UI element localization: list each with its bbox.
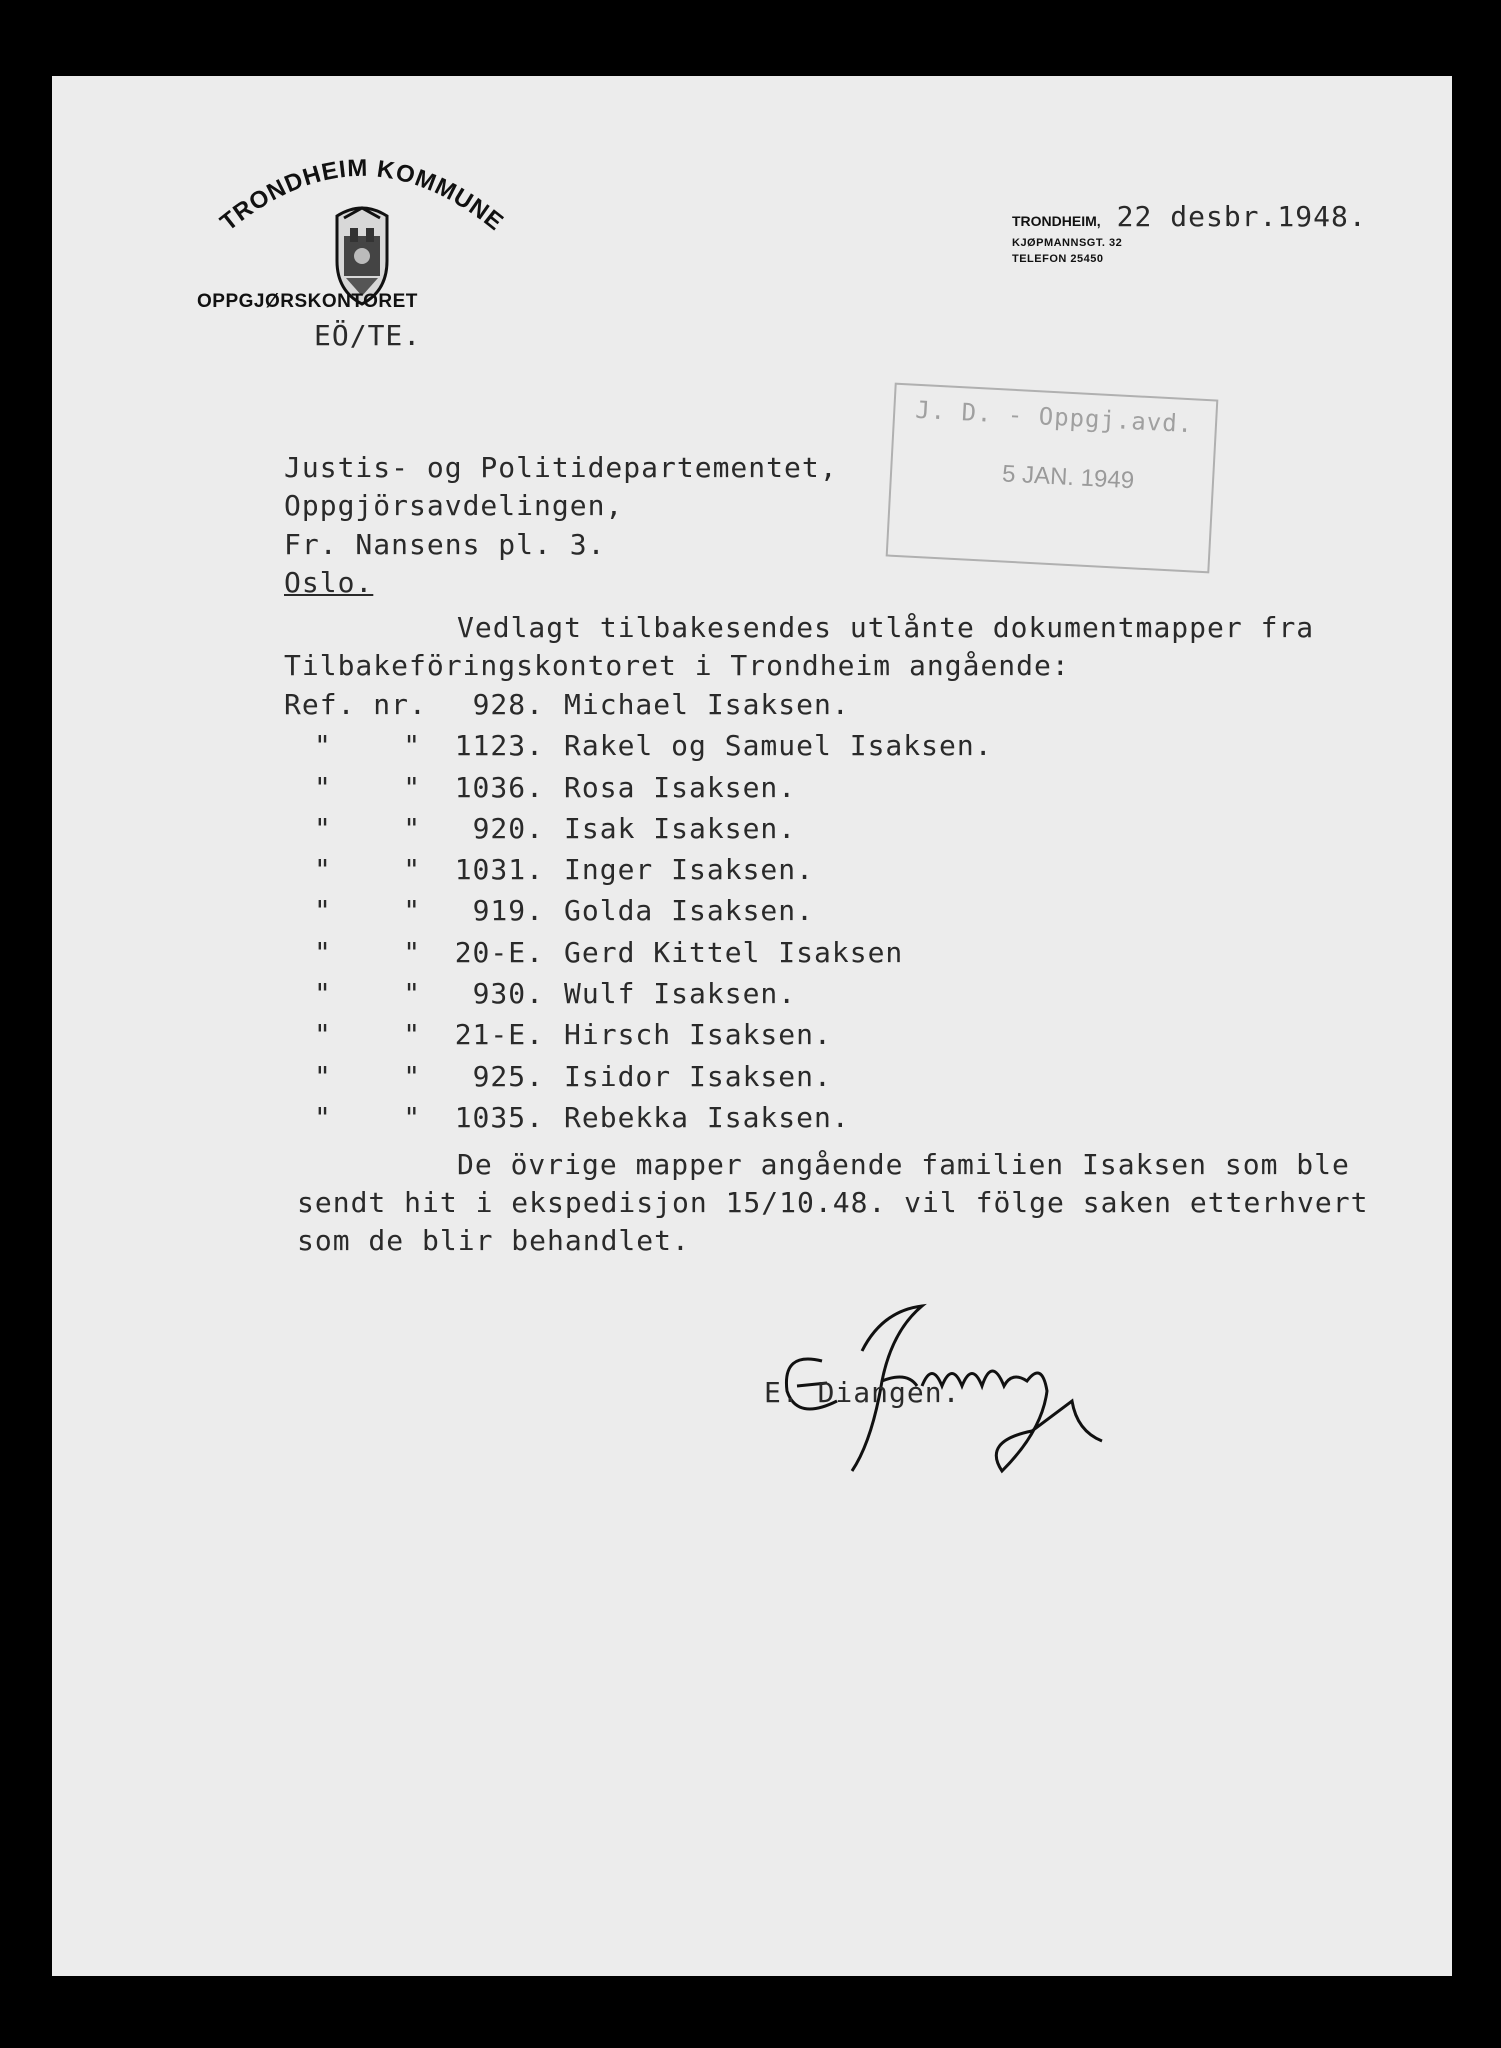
ref-number: 1031. <box>454 853 544 887</box>
ref-name: Rakel og Samuel Isaksen. <box>564 729 993 763</box>
ref-prefix: " " <box>314 770 422 804</box>
reference-row <box>284 1060 993 1101</box>
ref-number: 919. <box>472 894 544 928</box>
reference-list <box>284 688 993 1142</box>
closing-line-3: som de blir behandlet. <box>297 1224 690 1257</box>
ref-number: 1036. <box>454 770 544 804</box>
recipient-line-3: Fr. Nansens pl. 3. <box>284 528 606 561</box>
coat-of-arms-icon <box>337 208 387 304</box>
sender-phone: TELEFON 25450 <box>1012 253 1104 265</box>
reference-row <box>284 1101 993 1142</box>
reference-row <box>284 936 993 977</box>
ref-name: Isidor Isaksen. <box>564 1059 832 1093</box>
ref-name: Wulf Isaksen. <box>564 977 797 1011</box>
ref-prefix: " " <box>314 729 422 763</box>
ref-name: Rebekka Isaksen. <box>564 1100 850 1134</box>
ref-prefix: " " <box>314 811 422 845</box>
ref-name: Gerd Kittel Isaksen <box>564 935 904 969</box>
reference-row <box>284 812 993 853</box>
ref-number: 1123. <box>454 729 544 763</box>
received-stamp <box>886 383 1219 574</box>
city-label: TRONDHEIM, <box>1012 213 1101 229</box>
stamp-office: J. D. - Oppgj.avd. <box>914 395 1194 439</box>
ref-number: 920. <box>472 811 544 845</box>
reference-row <box>284 853 993 894</box>
reference-row <box>284 771 993 812</box>
reference-row <box>284 1018 993 1059</box>
recipient-line-1: Justis- og Politidepartementet, <box>284 451 838 484</box>
ref-name: Rosa Isaksen. <box>564 770 797 804</box>
reference-row <box>284 977 993 1018</box>
reference-row <box>284 729 993 770</box>
ref-name: Inger Isaksen. <box>564 853 815 887</box>
ref-name: Hirsch Isaksen. <box>564 1018 832 1052</box>
reference-row <box>284 688 993 729</box>
reference-row <box>284 894 993 935</box>
letter-page <box>52 76 1452 1976</box>
letterhead-logo <box>172 116 552 316</box>
recipient-line-4: Oslo. <box>284 566 374 599</box>
ref-prefix: " " <box>314 853 422 887</box>
ref-prefix: " " <box>314 977 422 1011</box>
ref-prefix: " " <box>314 1059 422 1093</box>
sender-block <box>1012 200 1367 265</box>
body-intro-2: Tilbakeföringskontoret i Trondheim angående: <box>284 649 1070 682</box>
typed-signature-name: E. Diangen. <box>764 1376 961 1409</box>
closing-line-1: De övrige mapper angående familien Isaksen som ble <box>457 1148 1350 1181</box>
ref-prefix: " " <box>314 1100 422 1134</box>
ref-name: Michael Isaksen. <box>564 688 850 721</box>
ref-number: 1035. <box>454 1100 544 1134</box>
sender-address: KJØPMANNSGT. 32 <box>1012 237 1123 249</box>
letter-date: 22 desbr.1948. <box>1116 200 1367 233</box>
ref-prefix: Ref. nr. <box>284 688 427 721</box>
recipient-line-2: Oppgjörsavdelingen, <box>284 489 624 522</box>
ref-number: 928. <box>472 688 544 721</box>
ref-number: 925. <box>472 1059 544 1093</box>
ref-prefix: " " <box>314 1018 422 1052</box>
ref-name: Isak Isaksen. <box>564 811 797 845</box>
municipality-name: TRONDHEIM KOMMUNE <box>215 154 509 237</box>
stamp-date: 5 JAN. 1949 <box>1001 460 1135 495</box>
ref-prefix: " " <box>314 935 422 969</box>
reference-initials: EÖ/TE. <box>314 319 422 352</box>
ref-number: 930. <box>472 977 544 1011</box>
department-name: OPPGJØRSKONTORET <box>197 291 418 312</box>
body-intro-1: Vedlagt tilbakesendes utlånte dokumentmapper fra <box>457 611 1315 644</box>
ref-number: 21-E. <box>454 1018 544 1052</box>
ref-prefix: " " <box>314 894 422 928</box>
ref-number: 20-E. <box>454 935 544 969</box>
closing-line-2: sendt hit i ekspedisjon 15/10.48. vil fölge saken etterhvert <box>297 1186 1369 1219</box>
ref-name: Golda Isaksen. <box>564 894 815 928</box>
